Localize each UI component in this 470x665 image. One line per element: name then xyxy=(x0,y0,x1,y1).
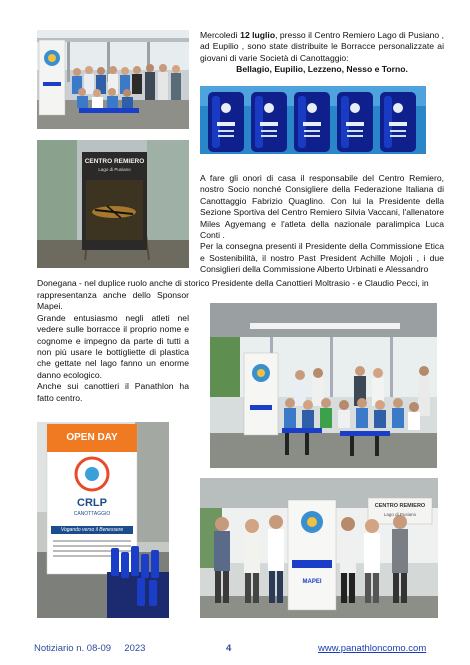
article-guests-continued-text: Donegana - nel duplice ruolo anche di storico Presidente della Canottieri Moltrasio - e Claudio Pecci, in xyxy=(37,278,429,288)
article-hosts-text: A fare gli onori di casa il responsabile del Centro Remiero, nostro Socio nonché Consigliere della Federazione Italiana di Canottaggio Fabrizio Quaglino. Con lui la Presidente della Sezione Sportiva del Centro Remiero Silvia Vaccani, l'allenatore Miles Agyemang e l'atleta della nazionale paralimpica Luca Conti . xyxy=(200,173,444,241)
open-day-title: OPEN DAY xyxy=(66,432,118,443)
article-left-column xyxy=(37,290,189,404)
article-enthusiasm-text: Grande entusiasmo negli atleti nel vedere sulle borracce il proprio nome e cognome e impegno da parte di tutti a non più usare le bottigliette di plastica che gettate nel lago fanno un enorme danno ecologico. xyxy=(37,312,189,380)
delegation-photo-image xyxy=(200,478,438,618)
indoor-group-photo xyxy=(210,303,437,468)
open-day-photo-image xyxy=(37,422,169,618)
bottles-photo-image xyxy=(200,86,426,154)
article-guests-text: Per la consegna presenti il Presidente della Commissione Etica e Sostenibilità, il nostro Past President Achille Mojoli , i due Consiglieri della Commissione Alberto Urbinati e Alessandro xyxy=(200,241,444,275)
group-photo-athletes-image xyxy=(37,30,189,129)
delegation-photo xyxy=(200,478,438,618)
event-date: 12 luglio xyxy=(240,30,276,40)
club-list: Bellagio, Eupilio, Lezzeno, Nesso e Torno. xyxy=(236,64,408,75)
footer-website-link[interactable]: www.panathloncomo.com xyxy=(318,643,427,654)
group-photo-athletes xyxy=(37,30,189,129)
crlp-logo-subtext: CANOTTAGGIO xyxy=(73,511,111,517)
delegation-banner-subtitle: Lago di Pusiano xyxy=(383,512,417,517)
open-day-banner-photo xyxy=(37,422,169,618)
delegation-banner-title: CENTRO REMIERO xyxy=(374,503,426,509)
centro-remiero-poster-photo xyxy=(37,140,189,268)
article-sponsor-text: rappresentanza anche dello Sponsor Mapei. xyxy=(37,290,189,312)
indoor-group-photo-image xyxy=(210,303,437,468)
footer-issue: Notiziario n. 08-09 2023 xyxy=(34,643,146,654)
open-day-slogan: Vogando verso il Benessere xyxy=(60,527,124,533)
article-intro xyxy=(200,30,444,76)
bottles-photo xyxy=(200,86,426,154)
article-guests-continued xyxy=(37,278,444,289)
delegation-banner-brand: MAPEI xyxy=(302,579,322,585)
crlp-logo-text: CRLP xyxy=(77,497,107,509)
article-intro-text: Mercoledì 12 luglio, presso il Centro Remiero Lago di Pusiano , ad Eupilio , sono state distribuite le Borracce personalizzate ai giovani di varie Società di Canottaggio: xyxy=(200,30,445,63)
poster-subtitle: Lago di Pusiano xyxy=(98,167,131,172)
article-hosts xyxy=(200,173,444,276)
article-closing-text: Anche sui canottieri il Panathlon ha fatto centro. xyxy=(37,381,189,403)
footer-page-number: 4 xyxy=(226,643,232,654)
poster-title: CENTRO REMIERO xyxy=(84,158,145,165)
